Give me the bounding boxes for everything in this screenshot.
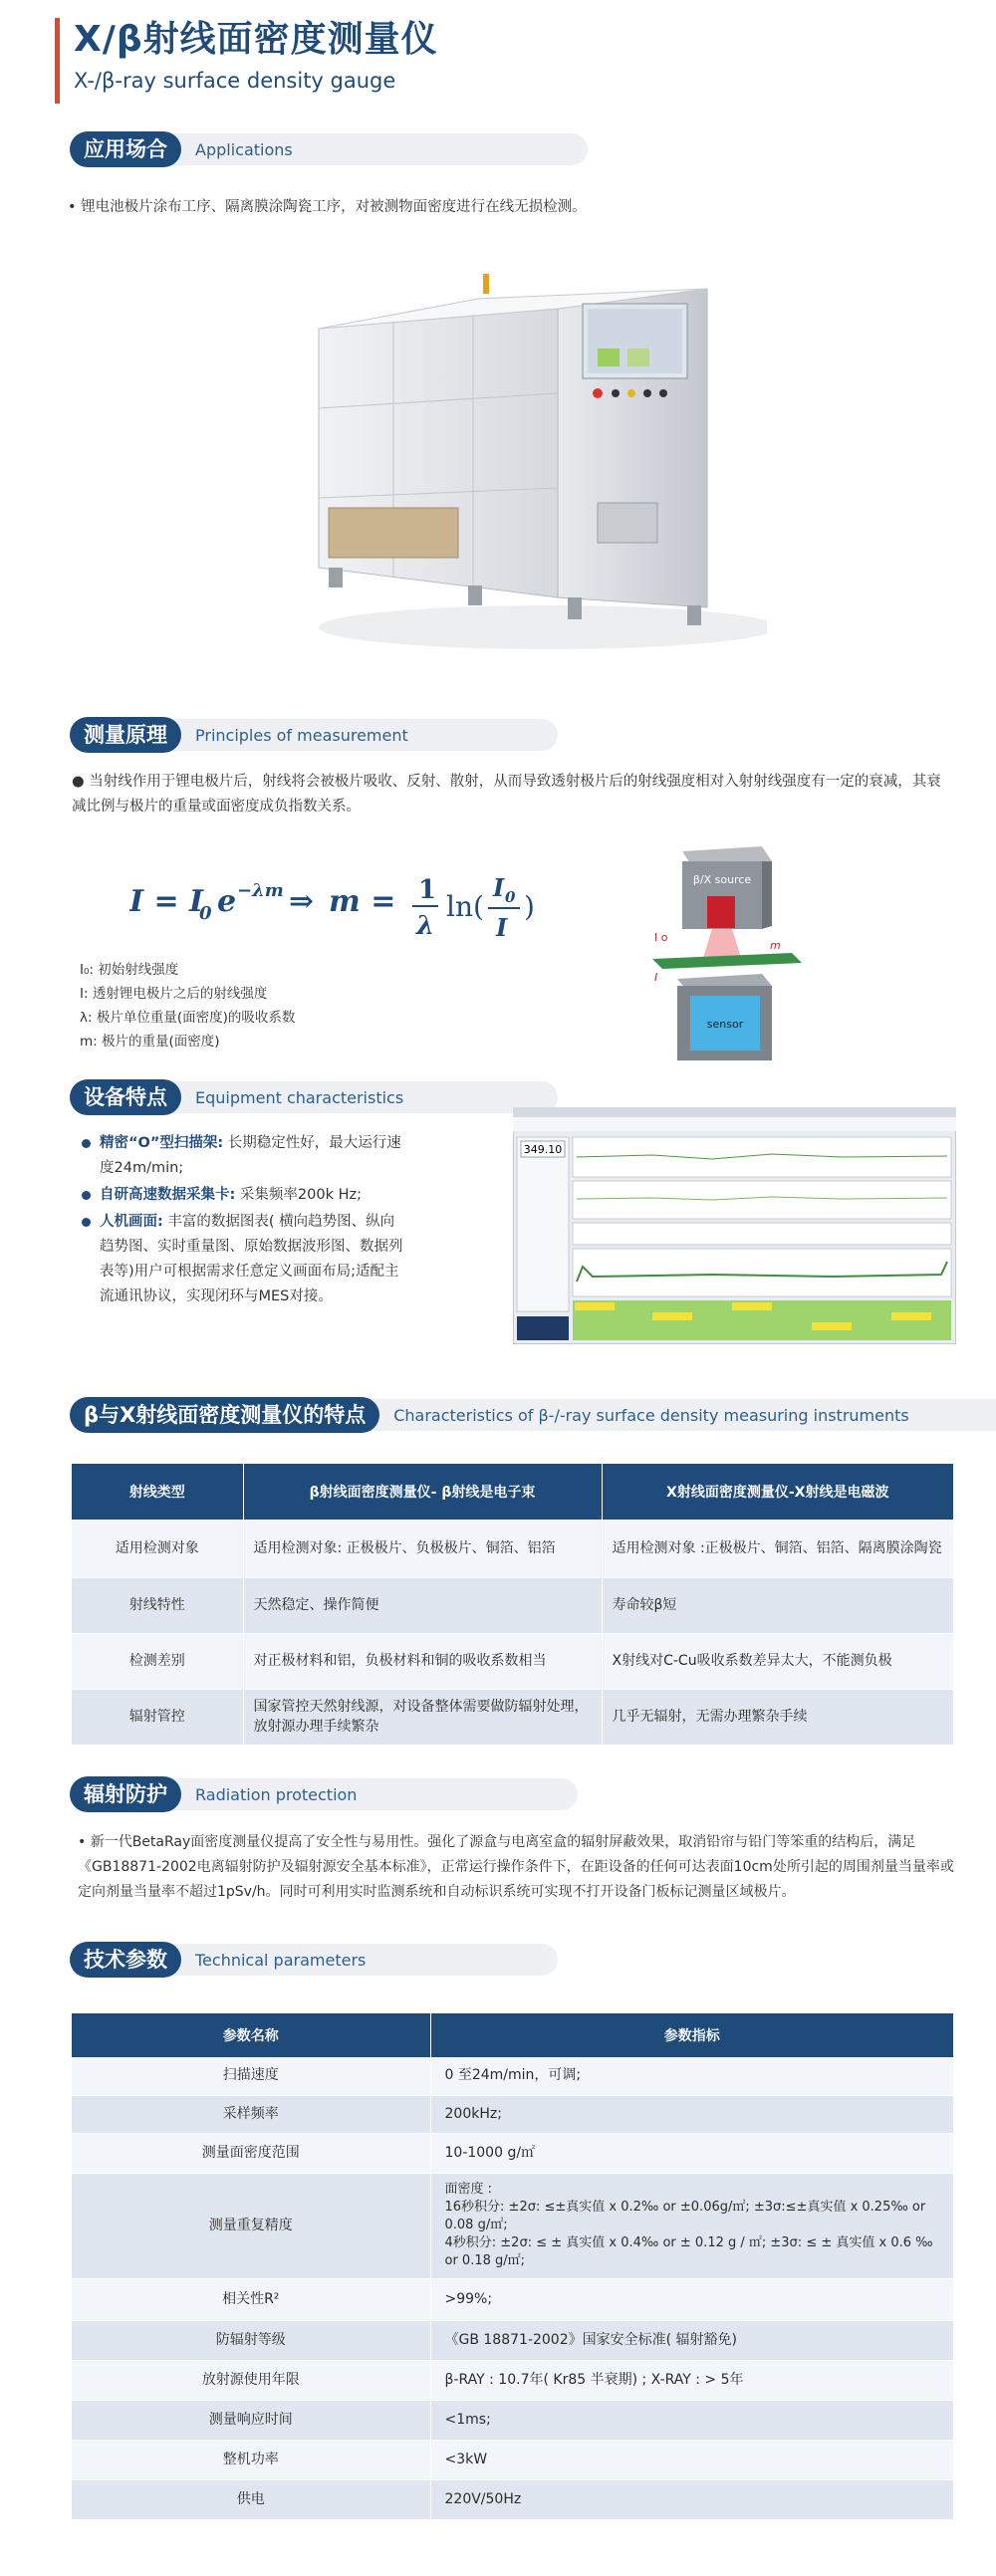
table-cell: <1ms; bbox=[430, 2400, 954, 2440]
table-cell: 供电 bbox=[72, 2479, 430, 2519]
table-row bbox=[72, 2400, 954, 2440]
applications-text: • 锂电池极片涂布工序、隔离膜涂陶瓷工序，对被测物面密度进行在线无损检测。 bbox=[68, 199, 587, 215]
feature-title: 人机画面: bbox=[100, 1214, 163, 1230]
table-header-row bbox=[72, 1464, 954, 1520]
svg-text:I = I: I = I bbox=[129, 884, 204, 919]
sensor-label: sensor bbox=[706, 1018, 744, 1031]
feature-desc: 长期稳定性好，最大运行速度24m/min; bbox=[100, 1135, 401, 1176]
table-cell: 适用检测对象: 正极极片、负极极片、铜箔、铝箔 bbox=[243, 1520, 602, 1577]
section-label-en: Principles of measurement bbox=[195, 725, 408, 745]
svg-text:I: I bbox=[496, 913, 508, 942]
section-features-header bbox=[70, 1079, 403, 1115]
section-label: β与X射线面密度测量仪的特点 bbox=[70, 1397, 379, 1433]
table-header-row bbox=[72, 2013, 954, 2057]
table-header: 参数名称 bbox=[72, 2013, 430, 2057]
table-row bbox=[72, 1577, 954, 1633]
table-cell: 测量面密度范围 bbox=[72, 2133, 430, 2173]
variable-lambda: λ: 极片单位重量(面密度)的吸收系数 bbox=[80, 1010, 296, 1026]
feature-item bbox=[80, 1131, 408, 1181]
table-row bbox=[72, 2440, 954, 2479]
section-applications-header bbox=[70, 131, 293, 167]
section-label-en: Technical parameters bbox=[195, 1950, 367, 1970]
table-cell: 面密度 : 16秒积分: ±2σ: ≤±真实值 x 0.2‰ or ±0.06g/㎡; ±3σ:≤±真实值 x 0.25‰ or 0.08 g/㎡; 4秒积分: ±2σ: ≤ ± 真实值 x 0.4‰ or ± 0.12 g / ㎡; ±3σ: ≤ ± 真实值 x 0.6 ‰ or 0.18 g/㎡; bbox=[430, 2173, 954, 2278]
radiation-text: • 新一代BetaRay面密度测量仪提高了安全性与易用性。强化了源盒与电离室盒的辐射屏蔽效果，取消铅帘与铅门等笨重的结构后，满足《GB18871-2002电离辐射防护及辐射源安全基本标准》，正常运行操作条件下，在距设备的任何可达表面10cm处所引起的周围剂量当量率或定向剂量当量率不超过1pSv/h。同时可利用实时监测系统和自动标识系统可实现不打开设备门板标记测量区域极片。 bbox=[78, 1834, 954, 1900]
table-row bbox=[72, 2320, 954, 2360]
table-cell: 采样频率 bbox=[72, 2095, 430, 2133]
table-header: β射线面密度测量仪- β射线是电子束 bbox=[243, 1464, 602, 1520]
section-label-en: Equipment characteristics bbox=[195, 1087, 404, 1107]
table-cell: 防辐射等级 bbox=[72, 2320, 430, 2360]
table-cell: 几乎无辐射，无需办理繁杂手续 bbox=[602, 1689, 954, 1745]
section-label-en: Characteristics of β-/-ray surface density measuring instruments bbox=[393, 1405, 909, 1425]
section-label-en: Radiation protection bbox=[195, 1784, 358, 1804]
feature-title: 精密“O”型扫描架: bbox=[100, 1135, 224, 1151]
diagram-i-label: I bbox=[654, 971, 658, 984]
svg-text:I: I bbox=[493, 873, 505, 902]
features-list bbox=[80, 1131, 408, 1311]
title-block bbox=[55, 18, 438, 104]
table-cell: 测量响应时间 bbox=[72, 2400, 430, 2440]
feature-item bbox=[80, 1210, 408, 1309]
table-row bbox=[72, 2278, 954, 2320]
table-cell: 辐射管控 bbox=[72, 1689, 243, 1745]
section-label: 技术参数 bbox=[70, 1942, 181, 1978]
table-cell: 相关性R² bbox=[72, 2278, 430, 2320]
table-cell: 扫描速度 bbox=[72, 2057, 430, 2095]
feature-title: 自研高速数据采集卡: bbox=[100, 1187, 236, 1203]
table-row bbox=[72, 1689, 954, 1745]
hmi-software-screenshot bbox=[513, 1107, 956, 1344]
tech-params-table bbox=[72, 2013, 954, 2520]
table-cell: >99%; bbox=[430, 2278, 954, 2320]
attenuation-formula bbox=[129, 856, 568, 966]
section-tech-header bbox=[70, 1942, 366, 1978]
section-label: 应用场合 bbox=[70, 131, 181, 167]
svg-text:0: 0 bbox=[199, 903, 212, 924]
table-cell: 《GB 18871-2002》国家安全标准( 辐射豁免) bbox=[430, 2320, 954, 2360]
table-cell: 对正极材料和铝，负极材料和铜的吸收系数相当 bbox=[243, 1633, 602, 1689]
svg-text:ln(: ln( bbox=[446, 890, 484, 923]
page-title: X/β射线面密度测量仪 bbox=[74, 19, 438, 60]
table-row bbox=[72, 1633, 954, 1689]
table-cell: 200kHz; bbox=[430, 2095, 954, 2133]
section-compare-header bbox=[70, 1397, 909, 1433]
table-cell: 适用检测对象 bbox=[72, 1520, 243, 1577]
diagram-m-label: m bbox=[770, 939, 781, 952]
source-label: β/X source bbox=[692, 873, 752, 886]
variable-m: m: 极片的重量(面密度) bbox=[80, 1034, 220, 1050]
table-cell: 国家管控天然射线源，对设备整体需要做防辐射处理，放射源办理手续繁杂 bbox=[243, 1689, 602, 1745]
svg-text:1: 1 bbox=[418, 875, 437, 905]
table-header: 射线类型 bbox=[72, 1464, 243, 1520]
table-cell: 测量重复精度 bbox=[72, 2173, 430, 2278]
svg-text:e: e bbox=[217, 884, 237, 919]
svg-text:0: 0 bbox=[505, 888, 516, 906]
table-cell: 0 至24m/min，可调; bbox=[430, 2057, 954, 2095]
table-row bbox=[72, 2479, 954, 2519]
svg-text:λ: λ bbox=[416, 911, 435, 941]
table-cell: 射线特性 bbox=[72, 1577, 243, 1633]
table-cell: <3kW bbox=[430, 2440, 954, 2479]
table-cell: 适用检测对象 :正极极片、铜箔、铝箔、隔离膜涂陶瓷 bbox=[602, 1520, 954, 1577]
svg-text:m =: m = bbox=[329, 884, 396, 919]
screen-value: 349.10 bbox=[523, 1143, 563, 1156]
section-radiation-header bbox=[70, 1776, 357, 1812]
table-row bbox=[72, 2133, 954, 2173]
section-label: 辐射防护 bbox=[70, 1776, 181, 1812]
variable-i0: I₀: 初始射线强度 bbox=[80, 962, 179, 978]
table-header: 参数指标 bbox=[430, 2013, 954, 2057]
comparison-table bbox=[72, 1464, 954, 1746]
svg-text:): ) bbox=[524, 890, 535, 923]
table-row bbox=[72, 2360, 954, 2400]
principle-text: ● 当射线作用于锂电极片后，射线将会被极片吸收、反射、散射，从而导致透射极片后的射线强度相对入射射线强度有一定的衰减，其衰减比例与极片的重量或面密度成负指数关系。 bbox=[72, 774, 941, 815]
table-row bbox=[72, 2173, 954, 2278]
table-row bbox=[72, 1520, 954, 1577]
section-label-en: Applications bbox=[195, 139, 293, 159]
feature-item bbox=[80, 1183, 408, 1208]
table-cell: 整机功率 bbox=[72, 2440, 430, 2479]
feature-desc: 丰富的数据图表( 横向趋势图、纵向趋势图、实时重量图、原始数据波形图、数据列表等)用户可根据需求任意定义画面布局;适配主流通讯协议，实现闭环与MES对接。 bbox=[100, 1214, 403, 1304]
svg-text:−λm: −λm bbox=[237, 880, 284, 901]
table-cell: 检测差别 bbox=[72, 1633, 243, 1689]
table-row bbox=[72, 2095, 954, 2133]
feature-desc: 采集频率200k Hz; bbox=[235, 1187, 363, 1203]
table-cell: 寿命较β短 bbox=[602, 1577, 954, 1633]
table-cell: β-RAY : 10.7年( Kr85 半衰期) ; X-RAY : > 5年 bbox=[430, 2360, 954, 2400]
table-cell: 放射源使用年限 bbox=[72, 2360, 430, 2400]
table-cell: X射线对C-Cu吸收系数差异太大，不能测负极 bbox=[602, 1633, 954, 1689]
table-cell: 10-1000 g/㎡ bbox=[430, 2133, 954, 2173]
formula-variable-list bbox=[80, 958, 295, 1054]
table-cell: 220V/50Hz bbox=[430, 2479, 954, 2519]
measurement-diagram bbox=[642, 841, 812, 1070]
table-row bbox=[72, 2057, 954, 2095]
svg-text:⇒: ⇒ bbox=[289, 884, 315, 919]
gauge-machine-illustration bbox=[299, 269, 767, 657]
page-subtitle: X-/β-ray surface density gauge bbox=[74, 69, 396, 93]
diagram-i0-label: I o bbox=[654, 931, 668, 944]
section-label: 设备特点 bbox=[70, 1079, 181, 1115]
table-cell: 天然稳定、操作简便 bbox=[243, 1577, 602, 1633]
variable-i: I: 透射锂电极片之后的射线强度 bbox=[80, 986, 268, 1002]
section-principle-header bbox=[70, 717, 408, 753]
table-header: X射线面密度测量仪-X射线是电磁波 bbox=[602, 1464, 954, 1520]
section-label: 测量原理 bbox=[70, 717, 181, 753]
